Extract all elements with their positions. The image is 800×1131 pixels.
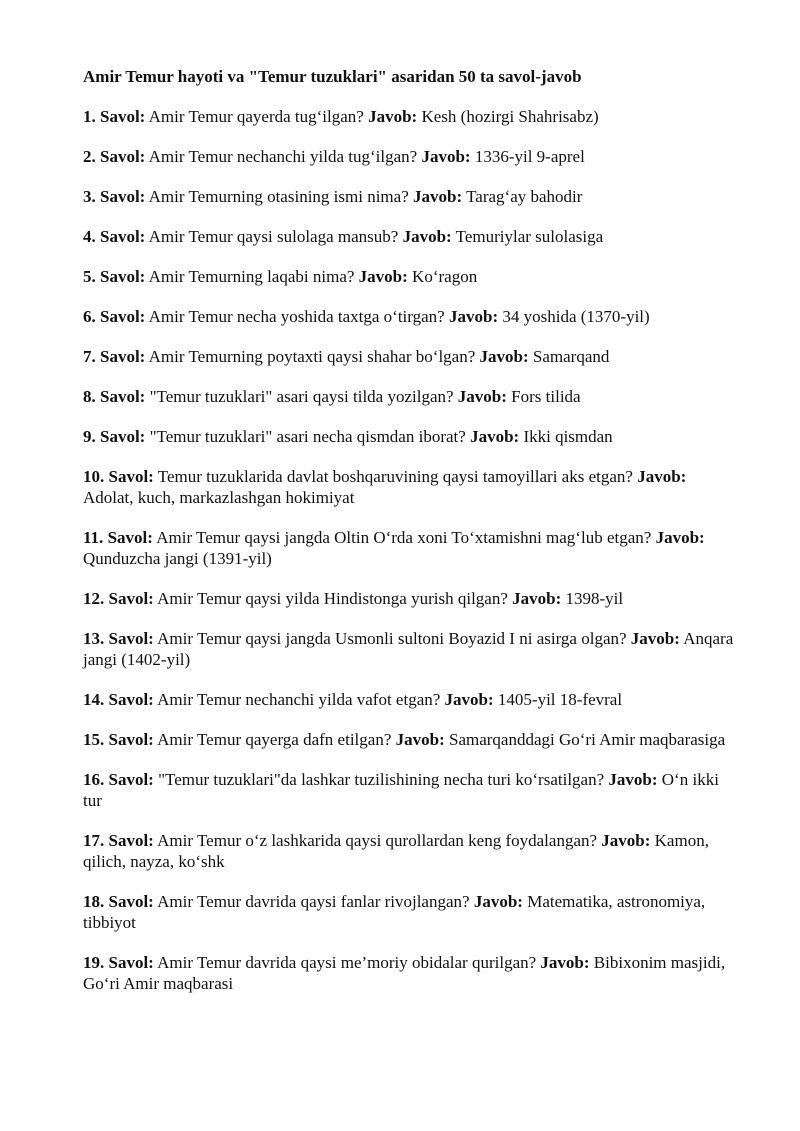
qa-item-3	[83, 186, 740, 207]
qa-item-14	[83, 689, 740, 710]
answer-label: Javob:	[358, 267, 408, 286]
question-text: "Temur tuzuklari" asari necha qismdan iborat?	[149, 427, 466, 446]
qa-number: 17.	[83, 831, 105, 850]
question-label: Savol:	[100, 387, 146, 406]
question-text: Amir Temur qayerga dafn etilgan?	[157, 730, 392, 749]
answer-text: Ikki qismdan	[523, 427, 613, 446]
answer-label: Javob:	[601, 831, 651, 850]
answer-label: Javob:	[512, 589, 562, 608]
answer-text: Ko‘ragon	[412, 267, 478, 286]
question-text: Amir Temur necha yoshida taxtga o‘tirgan?	[148, 307, 445, 326]
answer-label: Javob:	[473, 892, 523, 911]
question-label: Savol:	[100, 107, 146, 126]
question-label: Savol:	[108, 690, 154, 709]
answer-label: Javob:	[637, 467, 687, 486]
question-text: "Temur tuzuklari" asari qaysi tilda yozilgan?	[149, 387, 454, 406]
question-label: Savol:	[108, 730, 154, 749]
qa-number: 15.	[83, 730, 105, 749]
answer-label: Javob:	[608, 770, 658, 789]
qa-item-9	[83, 426, 740, 447]
qa-number: 3.	[83, 187, 96, 206]
question-label: Savol:	[100, 307, 146, 326]
question-text: Amir Temur davrida qaysi fanlar rivojlangan?	[157, 892, 470, 911]
answer-text: Qunduzcha jangi (1391-yil)	[83, 549, 272, 568]
question-text: Temur tuzuklarida davlat boshqaruvining qaysi tamoyillari aks etgan?	[157, 467, 633, 486]
qa-item-18	[83, 891, 740, 933]
qa-number: 9.	[83, 427, 96, 446]
answer-text: Kesh (hozirgi Shahrisabz)	[421, 107, 599, 126]
qa-number: 18.	[83, 892, 105, 911]
qa-number: 13.	[83, 629, 105, 648]
question-text: Amir Temur qaysi sulolaga mansub?	[148, 227, 399, 246]
question-label: Savol:	[100, 187, 146, 206]
answer-text: Fors tilida	[511, 387, 581, 406]
answer-text: Anqara jangi (1402-yil)	[83, 629, 734, 669]
qa-item-11	[83, 527, 740, 569]
answer-text: Temuriylar sulolasiga	[455, 227, 604, 246]
qa-item-7	[83, 346, 740, 367]
qa-item-13	[83, 628, 740, 670]
answer-text: 1336-yil 9-aprel	[474, 147, 585, 166]
answer-label: Javob:	[444, 690, 494, 709]
qa-item-12	[83, 588, 740, 609]
answer-text: Bibixonim masjidi, Go‘ri Amir maqbarasi	[83, 953, 726, 993]
question-text: Amir Temurning otasining ismi nima?	[148, 187, 409, 206]
question-text: Amir Temur o‘z lashkarida qaysi qurollardan keng foydalangan?	[157, 831, 598, 850]
question-label: Savol:	[108, 953, 154, 972]
qa-number: 4.	[83, 227, 96, 246]
answer-text: O‘n ikki tur	[83, 770, 719, 810]
answer-label: Javob:	[540, 953, 590, 972]
answer-text: Tarag‘ay bahodir	[466, 187, 583, 206]
qa-number: 6.	[83, 307, 96, 326]
qa-item-8	[83, 386, 740, 407]
answer-text: 1398-yil	[565, 589, 624, 608]
answer-label: Javob:	[470, 427, 520, 446]
qa-item-10	[83, 466, 740, 508]
answer-label: Javob:	[448, 307, 499, 326]
question-label: Savol:	[108, 589, 154, 608]
question-text: Amir Temur qaysi jangda Oltin O‘rda xoni To‘xtamishni mag‘lub etgan?	[156, 528, 652, 547]
qa-item-15	[83, 729, 740, 750]
qa-number: 7.	[83, 347, 96, 366]
question-text: Amir Temur nechanchi yilda vafot etgan?	[157, 690, 441, 709]
answer-label: Javob:	[655, 528, 705, 547]
qa-item-2	[83, 146, 740, 167]
answer-text: Matematika, astronomiya, tibbiyot	[83, 892, 706, 932]
answer-text: Adolat, kuch, markazlashgan hokimiyat	[83, 488, 355, 507]
question-label: Savol:	[100, 147, 146, 166]
question-text: Amir Temur nechanchi yilda tug‘ilgan?	[148, 147, 418, 166]
qa-item-17	[83, 830, 740, 872]
qa-item-1	[83, 106, 740, 127]
question-label: Savol:	[108, 892, 154, 911]
answer-label: Javob:	[413, 187, 463, 206]
question-text: Amir Temur davrida qaysi me’moriy obidalar qurilgan?	[157, 953, 537, 972]
qa-item-5	[83, 266, 740, 287]
question-text: Amir Temurning poytaxti qaysi shahar bo‘lgan?	[148, 347, 476, 366]
answer-label: Javob:	[402, 227, 452, 246]
question-label: Savol:	[100, 347, 146, 366]
qa-number: 14.	[83, 690, 105, 709]
answer-label: Javob:	[395, 730, 445, 749]
answer-label: Javob:	[479, 347, 529, 366]
qa-number: 12.	[83, 589, 105, 608]
document-title: Amir Temur hayoti va "Temur tuzuklari" asaridan 50 ta savol-javob	[83, 67, 582, 86]
question-label: Savol:	[108, 770, 154, 789]
question-text: Amir Temur qaysi jangda Usmonli sultoni Boyazid I ni asirga olgan?	[157, 629, 627, 648]
qa-number: 2.	[83, 147, 96, 166]
answer-label: Javob:	[457, 387, 507, 406]
qa-item-6	[83, 306, 740, 327]
answer-text: Samarqand	[532, 347, 610, 366]
answer-text: 1405-yil 18-fevral	[497, 690, 623, 709]
answer-text: Kamon, qilich, nayza, ko‘shk	[83, 831, 709, 871]
question-text: Amir Temurning laqabi nima?	[148, 267, 355, 286]
answer-label: Javob:	[630, 629, 680, 648]
question-label: Savol:	[107, 528, 153, 547]
question-text: "Temur tuzuklari"da lashkar tuzilishining necha turi ko‘rsatilgan?	[158, 770, 605, 789]
qa-number: 10.	[83, 467, 105, 486]
answer-label: Javob:	[421, 147, 471, 166]
qa-number: 5.	[83, 267, 96, 286]
question-label: Savol:	[108, 831, 154, 850]
question-text: Amir Temur qaysi yilda Hindistonga yurish qilgan?	[157, 589, 508, 608]
question-text: Amir Temur qayerda tug‘ilgan?	[148, 107, 364, 126]
question-label: Savol:	[108, 629, 154, 648]
question-label: Savol:	[100, 227, 146, 246]
qa-number: 1.	[83, 107, 96, 126]
qa-item-19	[83, 952, 740, 994]
question-label: Savol:	[100, 427, 146, 446]
qa-number: 8.	[83, 387, 96, 406]
answer-label: Javob:	[368, 107, 418, 126]
qa-number: 19.	[83, 953, 105, 972]
qa-number: 16.	[83, 770, 105, 789]
answer-text: 34 yoshida (1370-yil)	[502, 307, 650, 326]
question-label: Savol:	[108, 467, 154, 486]
question-label: Savol:	[100, 267, 146, 286]
qa-item-16	[83, 769, 740, 811]
qa-number: 11.	[83, 528, 104, 547]
answer-text: Samarqanddagi Go‘ri Amir maqbarasiga	[449, 730, 726, 749]
qa-item-4	[83, 226, 740, 247]
